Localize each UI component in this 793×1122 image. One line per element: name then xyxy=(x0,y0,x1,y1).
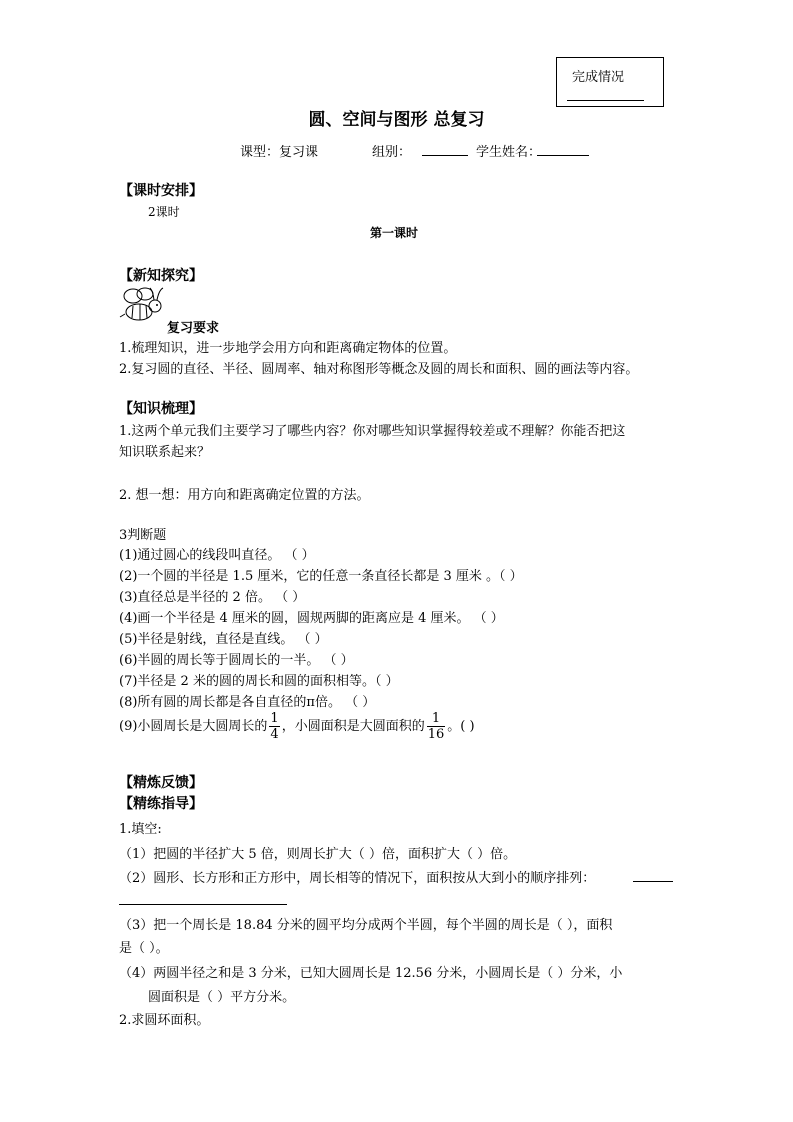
completion-status-box xyxy=(556,57,664,107)
fill-in-item-2: （2）圆形、长方形和正方形中，周长相等的情况下，面积按从大到小的顺序排列： xyxy=(119,871,596,886)
student-name-label: 学生姓名： xyxy=(476,145,542,160)
judgment-item: (2)一个圆的半径是 1.5 厘米，它的任意一条直径长都是 3 厘米 。（ ） xyxy=(119,569,523,584)
completion-status-label: 完成情况 xyxy=(572,70,625,85)
judgment-9-part-b: ，小圆面积是大圆面积的 xyxy=(281,719,425,734)
fill-in-item-3-line-2: 是（ ）。 xyxy=(119,941,169,956)
judgment-item: (1)通过圆心的线段叫直径。 （ ） xyxy=(119,548,315,563)
explore-heading: 【新知探究】 xyxy=(119,268,203,284)
fill-in-2-blank[interactable] xyxy=(633,867,673,882)
judgment-item: (3)直径总是半径的 2 倍。 （ ） xyxy=(119,590,306,605)
judgment-item: (8)所有圆的周长都是各自直径的π倍。 （ ） xyxy=(119,695,376,710)
question-2: 2. 想一想：用方向和距离确定位置的方法。 xyxy=(119,488,370,503)
question-1-line-2: 知识联系起来？ xyxy=(119,445,211,460)
judgment-item: (7)半径是 2 米的圆的周长和圆的面积相等。（ ） xyxy=(119,674,399,689)
fill-in-item-4-line-2: 圆面积是（ ）平方分米。 xyxy=(148,990,296,1005)
page-title: 圆、空间与图形 总复习 xyxy=(308,110,485,130)
judgment-item: (6)半圆的周长等于圆周长的一半。 （ ） xyxy=(119,653,354,668)
judgment-item: (5)半径是射线，直径是直线。 （ ） xyxy=(119,632,328,647)
practice-heading: 【精炼反馈】 xyxy=(119,775,203,791)
student-name-blank[interactable] xyxy=(537,141,589,156)
fraction-one-sixteenth: $\frac{1}{16}$ xyxy=(427,711,445,742)
judgment-9-part-c: 。( ) xyxy=(447,719,475,734)
completion-status-blank[interactable] xyxy=(567,100,644,101)
requirement-item: 1.梳理知识，进一步地学会用方向和距离确定物体的位置。 xyxy=(119,341,457,356)
divider-line xyxy=(119,904,287,905)
course-type: 课型：复习课 xyxy=(240,145,319,160)
judgment-item-9 xyxy=(119,711,475,742)
judgment-item: (4)画一个半径是 4 厘米的圆，圆规两脚的距离应是 4 厘米。 （ ） xyxy=(119,611,504,626)
fill-in-item-1: （1）把圆的半径扩大 5 倍，则周长扩大（ ）倍，面积扩大（ ）倍。 xyxy=(119,847,517,862)
lesson-label: 第一课时 xyxy=(370,226,419,240)
question-ring-area: 2.求圆环面积。 xyxy=(119,1013,210,1028)
schedule-heading: 【课时安排】 xyxy=(119,183,203,199)
question-1-line-1: 1.这两个单元我们主要学习了哪些内容？你对哪些知识掌握得较差或不理解？你能否把这 xyxy=(119,424,626,439)
fill-in-item-4-line-1: （4）两圆半径之和是 3 分米，已知大圆周长是 12.56 分米，小圆周长是（ ）分米，小 xyxy=(119,966,623,981)
schedule-hours: 2课时 xyxy=(148,205,180,219)
review-heading: 【知识梳理】 xyxy=(119,401,203,417)
group-label: 组别： xyxy=(372,145,412,160)
judgment-9-part-a: (9)小圆周长是大圆周长的 xyxy=(119,719,268,734)
fill-in-item-3-line-1: （3）把一个周长是 18.84 分米的圆平均分成两个半圆，每个半圆的周长是（ ），面积 xyxy=(119,918,613,933)
group-blank[interactable] xyxy=(422,141,468,156)
fill-in-title: 1.填空: xyxy=(119,822,162,837)
review-requirements-title: 复习要求 xyxy=(167,321,220,336)
fraction-one-quarter: $\frac{1}{4}$ xyxy=(270,711,279,742)
bee-icon xyxy=(115,282,167,328)
requirement-item: 2.复习圆的直径、半径、圆周率、轴对称图形等概念及圆的周长和面积、圆的画法等内容。 xyxy=(119,362,639,377)
question-3-title: 3判断题 xyxy=(119,528,167,543)
practice-guidance-heading: 【精练指导】 xyxy=(119,796,203,812)
